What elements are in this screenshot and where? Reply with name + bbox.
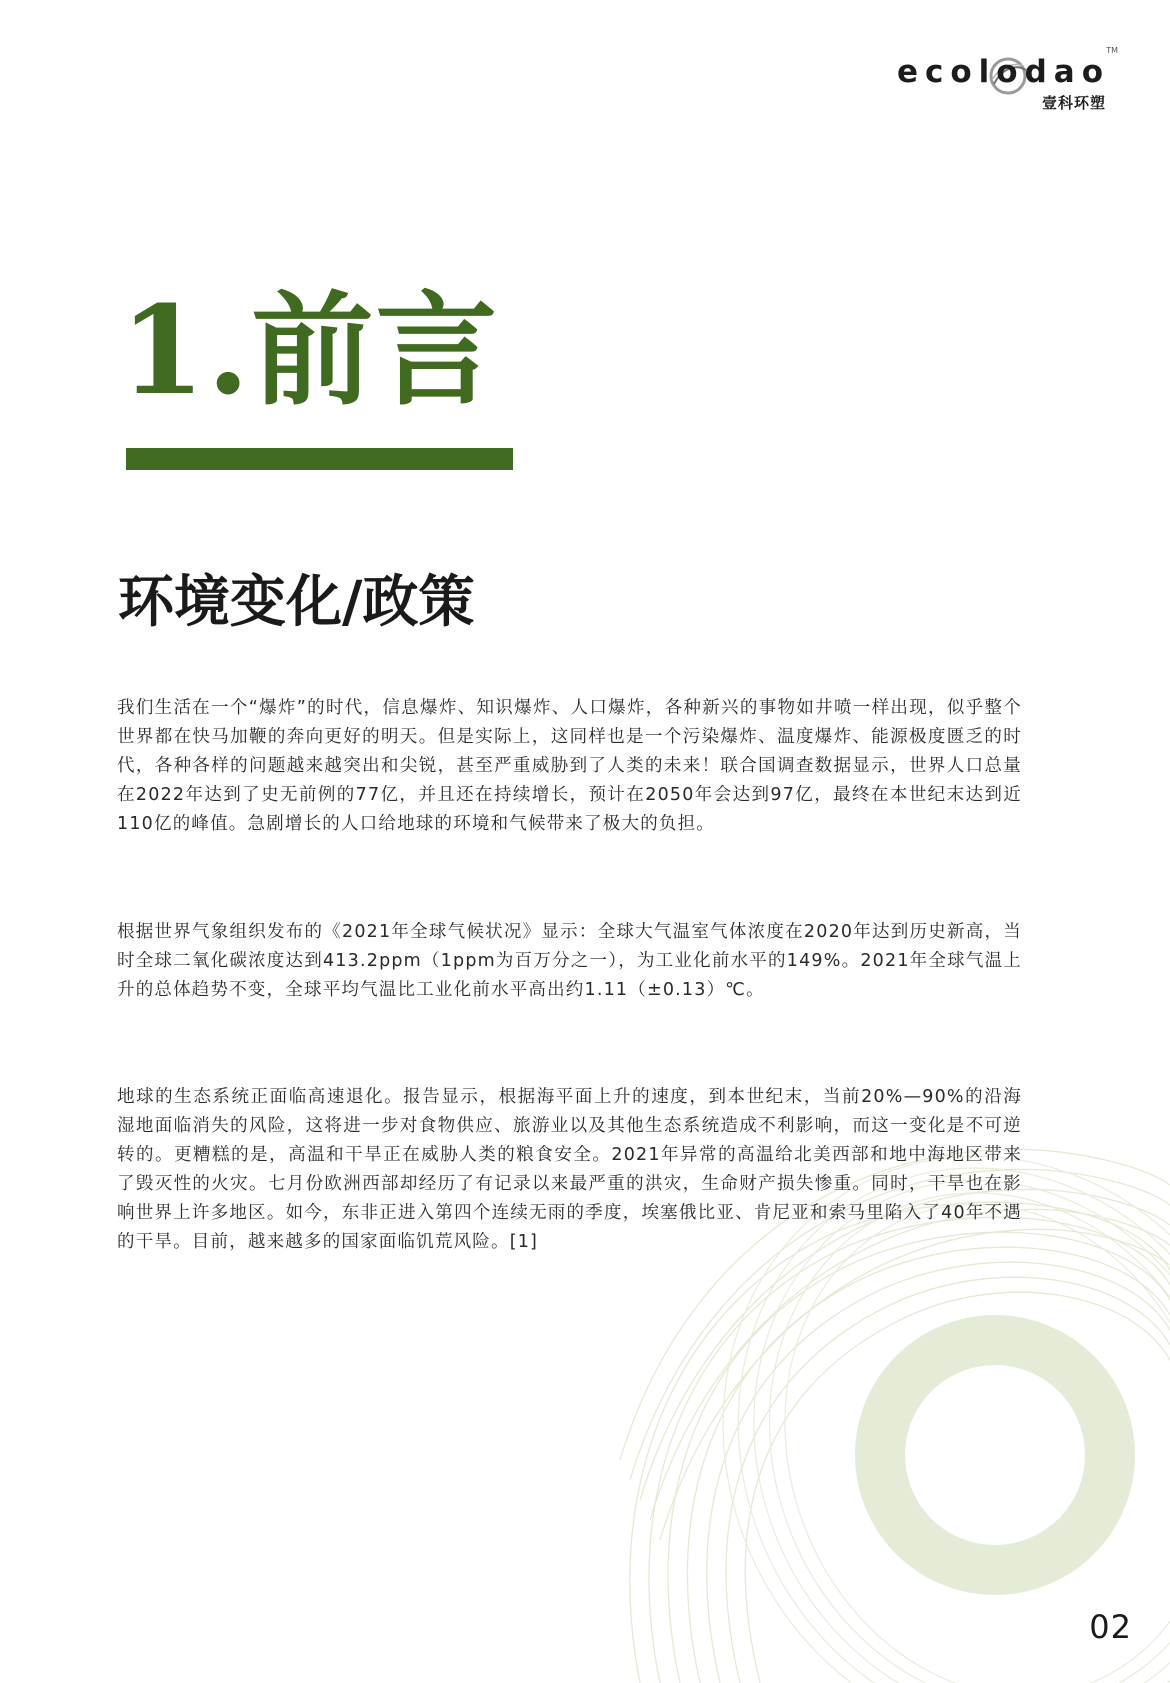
paragraph-population: 我们生活在一个“爆炸”的时代，信息爆炸、知识爆炸、人口爆炸，各种新兴的事物如井喷一样出现，似乎整个世界都在快马加鞭的奔向更好的明天。但是实际上，这同样也是一个污染爆炸、温度爆炸、能源极度匮乏的时代，各种各样的问题越来越突出和尖锐，甚至严重威胁到了人类的未来！联合国调查数据显示，世界人口总量在2022年达到了史无前例的77亿，并且还在持续增长，预计在2050年会达到97亿，最终在本世纪末达到近110亿的峰值。急剧增长的人口给地球的环境和气候带来了极大的负担。	[117, 698, 1022, 834]
paragraph-ecosystem: 地球的生态系统正面临高速退化。报告显示，根据海平面上升的速度，到本世纪末，当前20%—90%的沿海湿地面临消失的风险，这将进一步对食物供应、旅游业以及其他生态系统造成不利影响，而这一变化是不可逆转的。更糟糕的是，高温和干旱正在威胁人类的粮食安全。2021年异常的高温给北美西部和地中海地区带来了毁灭性的火灾。七月份欧洲西部却经历了有记录以来最严重的洪灾，生命财产损失惨重。同时，干旱也在影响世界上许多地区。如今，东非正进入第四个连续无雨的季度，埃塞俄比亚、肯尼亚和索马里陷入了40年不遇的干旱。目前，越来越多的国家面临饥荒风险。[1]	[117, 1087, 1022, 1252]
section-title: 1.前言	[120, 278, 500, 422]
brand-logo	[868, 46, 1118, 116]
logo-wordmark: ecolodao	[896, 54, 1110, 90]
section-subtitle: 环境变化/政策	[118, 569, 475, 635]
paragraph-climate: 根据世界气象组织发布的《2021年全球气候状况》显示：全球大气温室气体浓度在2020年达到历史新高，当时全球二氧化碳浓度达到413.2ppm（1ppm为百万分之一），为工业化前水平的149%。2021年全球气温上升的总体趋势不变，全球平均气温比工业化前水平高出约1.11（±0.13）℃。	[117, 922, 1022, 1000]
trademark-sign: TM	[1106, 46, 1118, 55]
logo-subtitle: 壹科环塑	[1041, 94, 1106, 112]
title-underline-bar	[126, 448, 513, 470]
page-number: 02	[1089, 1608, 1132, 1646]
